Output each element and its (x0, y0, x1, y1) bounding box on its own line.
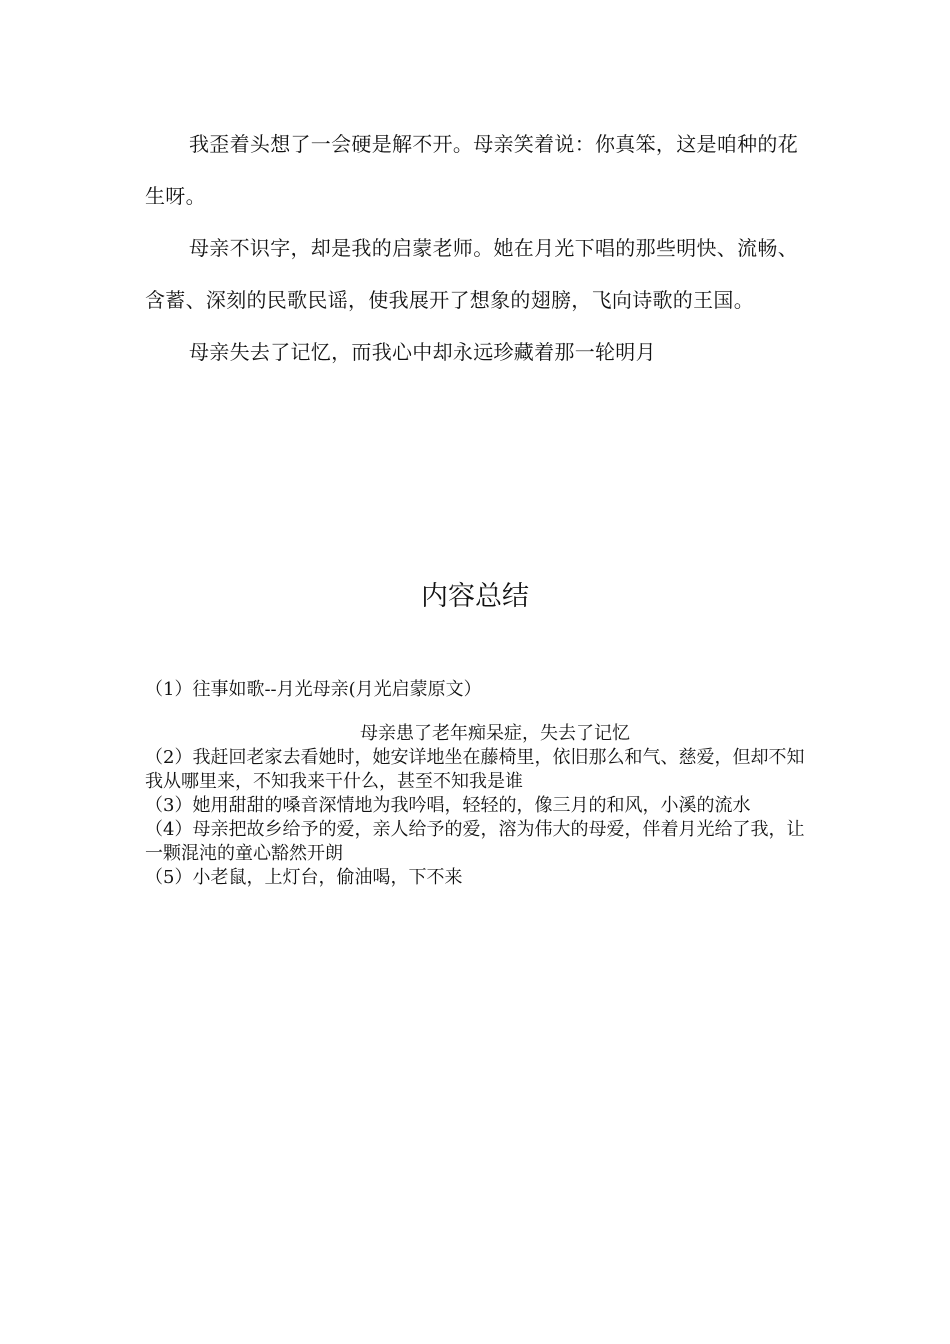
summary-sub-line: 母亲患了老年痴呆症，失去了记忆 (360, 723, 630, 744)
paragraph: 母亲不识字，却是我的启蒙老师。她在月光下唱的那些明快、流畅、含蓄、深刻的民歌民谣，使我展开了想象的翅膀，飞向诗歌的王国。 (145, 236, 798, 312)
summary-list (145, 678, 805, 890)
summary-item: （5）小老鼠，上灯台，偷油喝，下不来 (145, 867, 463, 888)
summary-item: （4）母亲把故乡给予的爱，亲人给予的爱，溶为伟大的母爱，伴着月光给了我，让一颗混沌的童心豁然开朗 (145, 819, 805, 864)
body-text (145, 118, 805, 378)
summary-item: （2）我赶回老家去看她时，她安详地坐在藤椅里，依旧那么和气、慈爱，但却不知我从哪里来，不知我来干什么，甚至不知我是谁 (145, 747, 805, 792)
summary-item: （3）她用甜甜的嗓音深情地为我吟唱，轻轻的，像三月的和风，小溪的流水 (145, 795, 751, 816)
paragraph: 母亲失去了记忆，而我心中却永远珍藏着那一轮明月 (189, 340, 656, 364)
paragraph: 我歪着头想了一会硬是解不开。母亲笑着说：你真笨，这是咱种的花生呀。 (145, 132, 798, 208)
summary-item: （1）往事如歌--月光母亲(月光启蒙原文） (145, 679, 482, 700)
summary-title: 内容总结 (421, 581, 529, 612)
